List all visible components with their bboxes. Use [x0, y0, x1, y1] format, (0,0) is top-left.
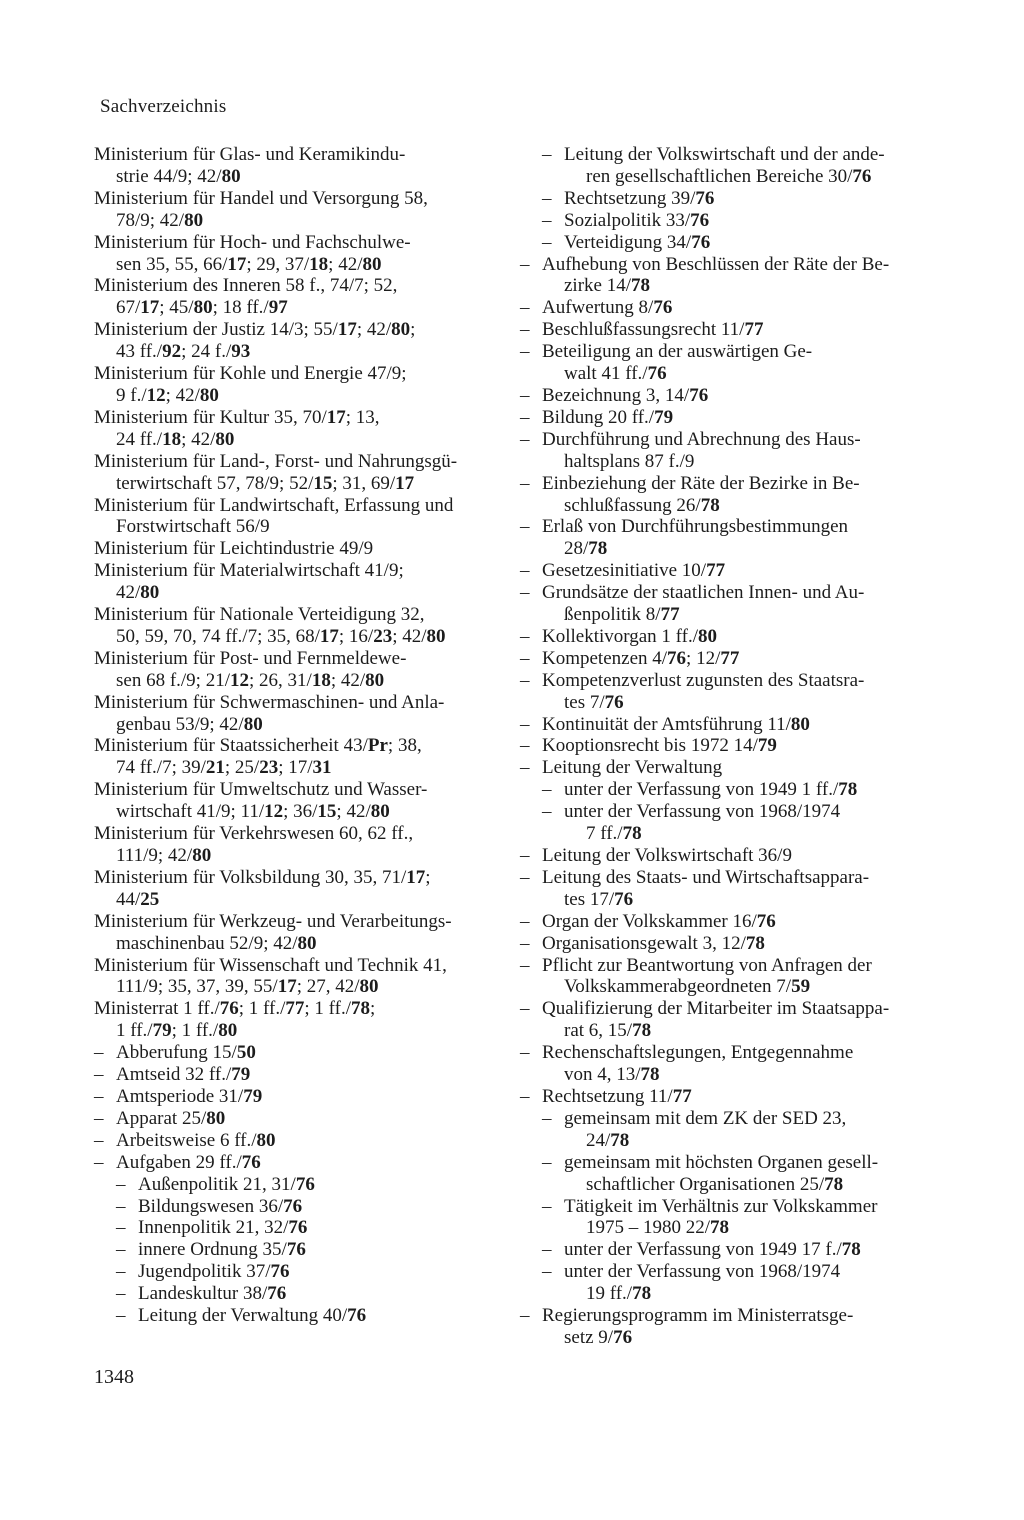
dash-marker: –: [542, 779, 552, 801]
index-entry-line: Bildungswesen 36/76: [138, 1195, 303, 1217]
index-entry: [520, 1086, 930, 1108]
dash-marker: –: [520, 757, 530, 779]
page-number: 1348: [94, 1366, 134, 1388]
index-entry: [94, 1196, 514, 1218]
dash-marker: –: [520, 582, 530, 604]
index-entry-line: gemeinsam mit dem ZK der SED 23,: [564, 1107, 847, 1129]
index-entry-line: Ministerium für Volksbildung 30, 35, 71/17;: [94, 866, 431, 888]
index-entry: [520, 341, 930, 385]
index-entry-line: Forstwirtschaft 56/9: [116, 516, 270, 538]
index-entry: [520, 626, 930, 648]
index-entry-line: Regierungsprogramm im Ministerratsge-: [542, 1305, 854, 1327]
index-entry-line: 44/25: [116, 888, 160, 910]
index-entry-line: Ministerium für Schwermaschinen- und Anla-: [94, 691, 445, 713]
index-entry-line: Kollektivorgan 1 ff./80: [542, 625, 718, 647]
index-entry: [94, 955, 514, 999]
index-entry-line: Beschlußfassungsrecht 11/77: [542, 319, 764, 341]
index-entry-line: 111/9; 42/80: [116, 845, 212, 866]
index-entry: [94, 538, 514, 560]
index-entry: [94, 1261, 514, 1283]
index-entry-line: Kooptionsrecht bis 1972 14/79: [542, 735, 777, 757]
dash-marker: –: [542, 1151, 552, 1173]
dash-marker: –: [542, 1107, 552, 1129]
dash-marker: –: [116, 1217, 126, 1239]
dash-marker: –: [94, 1085, 104, 1107]
index-entry-line: unter der Verfassung von 1949 17 f./78: [564, 1239, 861, 1261]
dash-marker: –: [520, 253, 530, 275]
index-entry-line: Kompetenzen 4/76; 12/77: [542, 647, 740, 669]
index-entry-line: Arbeitsweise 6 ff./80: [116, 1129, 276, 1151]
index-entry-line: rat 6, 15/78: [564, 1020, 652, 1042]
index-entry: [94, 604, 514, 648]
index-entry-line: Apparat 25/80: [116, 1107, 226, 1129]
index-entry: [520, 254, 930, 298]
index-entry-line: Bildung 20 ff./79: [542, 406, 674, 428]
index-entry-line: Organisationsgewalt 3, 12/78: [542, 932, 765, 954]
index-entry: [520, 385, 930, 407]
index-entry-line: Innenpolitik 21, 32/76: [138, 1217, 308, 1239]
dash-marker: –: [520, 998, 530, 1020]
dash-marker: –: [520, 932, 530, 954]
dash-marker: –: [542, 1239, 552, 1261]
index-entry-line: wirtschaft 41/9; 11/12; 36/15; 42/80: [116, 801, 390, 823]
index-entry: [520, 1152, 930, 1196]
index-entry: [94, 188, 514, 232]
dash-marker: –: [520, 406, 530, 428]
index-entry-line: 1975 – 1980 22/78: [586, 1217, 730, 1239]
index-entry: [94, 1305, 514, 1327]
index-entry: [94, 648, 514, 692]
dash-marker: –: [520, 560, 530, 582]
index-entry-line: Ministerrat 1 ff./76; 1 ff./77; 1 ff./78;: [94, 998, 376, 1020]
index-entry-line: Aufgaben 29 ff./76: [116, 1151, 261, 1173]
index-entry-line: Ministerium für Landwirtschaft, Erfassung und: [94, 494, 454, 516]
index-entry: [94, 363, 514, 407]
index-entry: [520, 560, 930, 582]
index-entry-line: gemeinsam mit höchsten Organen gesell-: [564, 1151, 879, 1173]
index-entry-line: Außenpolitik 21, 31/76: [138, 1173, 315, 1195]
dash-marker: –: [520, 647, 530, 669]
index-entry-line: Kontinuität der Amtsführung 11/80: [542, 713, 810, 735]
index-entry-line: Ministerium für Kohle und Energie 47/9;: [94, 363, 407, 385]
index-entry-line: haltsplans 87 f./9: [564, 450, 695, 472]
dash-marker: –: [94, 1064, 104, 1086]
index-entry-line: Erlaß von Durchführungsbestimmungen: [542, 516, 849, 538]
index-entry: [94, 1152, 514, 1174]
index-entry-line: 67/17; 45/80; 18 ff./97: [116, 297, 288, 319]
dash-marker: –: [94, 1107, 104, 1129]
index-entry: [520, 1261, 930, 1305]
dash-marker: –: [520, 735, 530, 757]
index-entry-line: Einbeziehung der Räte der Bezirke in Be-: [542, 472, 860, 494]
index-entry: [520, 582, 930, 626]
index-entry: [520, 757, 930, 779]
index-entry: [520, 867, 930, 911]
index-entry: [94, 1086, 514, 1108]
index-entry-line: 24 ff./18; 42/80: [116, 428, 235, 450]
index-entry: [520, 429, 930, 473]
index-entry-line: schlußfassung 26/78: [564, 494, 720, 516]
index-entry-line: tes 7/76: [564, 691, 624, 713]
index-entry-line: 19 ff./78: [586, 1283, 652, 1305]
dash-marker: –: [542, 209, 552, 231]
index-entry-line: 43 ff./92; 24 f./93: [116, 341, 251, 363]
index-entry-line: ren gesellschaftlichen Bereiche 30/76: [586, 165, 872, 187]
index-column-left: [94, 144, 514, 1327]
index-entry-line: von 4, 13/78: [564, 1064, 660, 1086]
index-entry-line: Leitung der Volkswirtschaft 36/9: [542, 845, 792, 866]
dash-marker: –: [116, 1239, 126, 1261]
index-entry: [94, 495, 514, 539]
index-entry: [520, 801, 930, 845]
index-entry: [94, 779, 514, 823]
index-entry-line: Leitung der Verwaltung 40/76: [138, 1305, 367, 1327]
index-entry-line: Ministerium für Werkzeug- und Verarbeitungs-: [94, 910, 452, 932]
dash-marker: –: [520, 713, 530, 735]
index-entry-line: Ministerium für Land-, Forst- und Nahrungsgü-: [94, 450, 458, 472]
index-entry: [520, 911, 930, 933]
index-entry: [520, 1196, 930, 1240]
index-entry: [94, 1217, 514, 1239]
index-entry: [520, 232, 930, 254]
index-entry: [520, 670, 930, 714]
index-entry: [94, 1130, 514, 1152]
index-entry: [94, 1239, 514, 1261]
index-entry: [94, 407, 514, 451]
index-entry-line: Ministerium für Hoch- und Fachschulwe-: [94, 231, 411, 253]
index-entry-line: 111/9; 35, 37, 39, 55/17; 27, 42/80: [116, 976, 379, 998]
index-entry-line: unter der Verfassung von 1949 1 ff./78: [564, 779, 858, 801]
dash-marker: –: [520, 845, 530, 866]
index-entry-line: 28/78: [564, 538, 608, 560]
index-entry: [94, 1064, 514, 1086]
index-entry-line: Rechtsetzung 39/76: [564, 187, 715, 209]
index-entry-line: Ministerium für Verkehrswesen 60, 62 ff.,: [94, 823, 414, 845]
index-entry: [520, 144, 930, 188]
index-entry-line: Beteiligung an der auswärtigen Ge-: [542, 341, 813, 363]
index-entry-line: Leitung der Volkswirtschaft und der ande-: [564, 144, 885, 165]
index-entry-line: Ministerium der Justiz 14/3; 55/17; 42/80;: [94, 319, 416, 341]
index-entry-line: Verteidigung 34/76: [564, 231, 711, 253]
dash-marker: –: [542, 231, 552, 253]
index-entry: [94, 451, 514, 495]
index-entry: [94, 1283, 514, 1305]
index-entry-line: Ministerium des Inneren 58 f., 74/7; 52,: [94, 275, 398, 297]
index-entry-line: Ministerium für Materialwirtschaft 41/9;: [94, 560, 404, 582]
dash-marker: –: [520, 472, 530, 494]
dash-marker: –: [116, 1283, 126, 1305]
index-entry: [520, 473, 930, 517]
index-entry-line: Rechenschaftslegungen, Entgegennahme: [542, 1042, 854, 1064]
index-entry-line: 1 ff./79; 1 ff./80: [116, 1020, 238, 1042]
dash-marker: –: [520, 866, 530, 888]
index-entry-line: maschinenbau 52/9; 42/80: [116, 932, 317, 954]
index-entry-line: innere Ordnung 35/76: [138, 1239, 306, 1261]
index-entry: [94, 144, 514, 188]
index-entry-line: Aufhebung von Beschlüssen der Räte der Be-: [542, 253, 890, 275]
index-entry: [94, 560, 514, 604]
index-entry-line: setz 9/76: [564, 1326, 633, 1348]
index-entry-line: terwirtschaft 57, 78/9; 52/15; 31, 69/17: [116, 472, 415, 494]
index-entry-line: Qualifizierung der Mitarbeiter im Staatsappa-: [542, 998, 890, 1020]
index-entry: [94, 692, 514, 736]
index-entry-line: Kompetenzverlust zugunsten des Staatsra-: [542, 669, 865, 691]
index-entry-line: Durchführung und Abrechnung des Haus-: [542, 428, 861, 450]
index-column-right: [520, 144, 930, 1349]
dash-marker: –: [542, 144, 552, 165]
index-entry-line: Amtseid 32 ff./79: [116, 1064, 251, 1086]
index-entry: [520, 1042, 930, 1086]
dash-marker: –: [116, 1261, 126, 1283]
index-entry-line: Ministerium für Leichtindustrie 49/9: [94, 538, 374, 560]
index-entry: [94, 1108, 514, 1130]
index-entry-line: Organ der Volkskammer 16/76: [542, 910, 776, 932]
index-entry: [94, 998, 514, 1042]
dash-marker: –: [94, 1042, 104, 1064]
index-entry-line: Bezeichnung 3, 14/76: [542, 384, 709, 406]
dash-marker: –: [520, 1085, 530, 1107]
index-entry: [520, 188, 930, 210]
index-entry: [520, 714, 930, 736]
index-entry: [520, 933, 930, 955]
index-entry: [520, 735, 930, 757]
dash-marker: –: [116, 1305, 126, 1327]
index-entry-line: Leitung des Staats- und Wirtschaftsappara-: [542, 866, 870, 888]
dash-marker: –: [520, 384, 530, 406]
dash-marker: –: [94, 1129, 104, 1151]
index-entry-line: Rechtsetzung 11/77: [542, 1085, 692, 1107]
index-entry-line: Aufwertung 8/76: [542, 297, 673, 319]
dash-marker: –: [520, 954, 530, 976]
index-entry: [94, 275, 514, 319]
dash-marker: –: [542, 187, 552, 209]
index-entry-line: Amtsperiode 31/79: [116, 1085, 263, 1107]
dash-marker: –: [542, 1261, 552, 1283]
index-entry: [94, 867, 514, 911]
dash-marker: –: [520, 319, 530, 341]
index-entry: [94, 1042, 514, 1064]
dash-marker: –: [116, 1173, 126, 1195]
index-entry-line: Ministerium für Glas- und Keramikindu-: [94, 144, 406, 165]
index-entry-line: sen 68 f./9; 21/12; 26, 31/18; 42/80: [116, 669, 385, 691]
index-entry-line: zirke 14/78: [564, 275, 651, 297]
index-entry: [520, 1108, 930, 1152]
index-entry-line: Ministerium für Staatssicherheit 43/Pr; 38,: [94, 735, 422, 757]
index-entry-line: Ministerium für Handel und Versorgung 58,: [94, 187, 428, 209]
index-entry: [520, 845, 930, 867]
index-entry-line: Pflicht zur Beantwortung von Anfragen der: [542, 954, 872, 976]
index-entry-line: unter der Verfassung von 1968/1974: [564, 1261, 841, 1283]
index-entry-line: Ministerium für Nationale Verteidigung 32,: [94, 604, 425, 626]
dash-marker: –: [542, 1195, 552, 1217]
dash-marker: –: [520, 428, 530, 450]
index-entry: [520, 319, 930, 341]
index-entry: [94, 735, 514, 779]
index-entry-line: 42/80: [116, 582, 160, 604]
running-header: Sachverzeichnis: [100, 96, 227, 117]
index-entry: [520, 1305, 930, 1349]
index-entry: [94, 823, 514, 867]
index-entry-line: strie 44/9; 42/80: [116, 165, 241, 187]
index-entry-line: Volkskammerabgeordneten 7/59: [564, 976, 811, 998]
dash-marker: –: [520, 341, 530, 363]
index-entry-line: Ministerium für Wissenschaft und Technik 41,: [94, 954, 447, 976]
index-entry: [520, 407, 930, 429]
index-entry-line: Tätigkeit im Verhältnis zur Volkskammer: [564, 1195, 878, 1217]
index-entry-line: 9 f./12; 42/80: [116, 384, 219, 406]
index-entry-line: 50, 59, 70, 74 ff./7; 35, 68/17; 16/23; 42/80: [116, 625, 446, 647]
index-entry: [520, 648, 930, 670]
index-entry-line: 74 ff./7; 39/21; 25/23; 17/31: [116, 757, 332, 779]
index-entry-line: 24/78: [586, 1129, 630, 1151]
dash-marker: –: [520, 910, 530, 932]
index-entry-line: Landeskultur 38/76: [138, 1283, 287, 1305]
index-entry: [520, 779, 930, 801]
dash-marker: –: [116, 1195, 126, 1217]
index-entry: [520, 1239, 930, 1261]
index-entry-line: genbau 53/9; 42/80: [116, 713, 263, 735]
index-entry: [520, 297, 930, 319]
index-entry: [94, 319, 514, 363]
dash-marker: –: [520, 625, 530, 647]
dash-marker: –: [520, 516, 530, 538]
index-entry-line: Leitung der Verwaltung: [542, 757, 723, 779]
index-entry-line: 78/9; 42/80: [116, 209, 204, 231]
dash-marker: –: [520, 1042, 530, 1064]
index-entry-line: Ministerium für Post- und Fernmeldewe-: [94, 647, 407, 669]
dash-marker: –: [520, 669, 530, 691]
index-entry: [520, 955, 930, 999]
index-entry-line: Sozialpolitik 33/76: [564, 209, 710, 231]
index-entry: [94, 232, 514, 276]
index-entry-line: Grundsätze der staatlichen Innen- und Au-: [542, 582, 865, 604]
index-entry-line: Ministerium für Kultur 35, 70/17; 13,: [94, 406, 380, 428]
index-entry: [94, 911, 514, 955]
index-entry: [520, 210, 930, 232]
dash-marker: –: [520, 1305, 530, 1327]
index-entry: [520, 516, 930, 560]
index-entry-line: Jugendpolitik 37/76: [138, 1261, 290, 1283]
index-entry: [94, 1174, 514, 1196]
index-entry-line: tes 17/76: [564, 888, 634, 910]
index-entry: [520, 998, 930, 1042]
index-entry-line: ßenpolitik 8/77: [564, 604, 680, 626]
index-entry-line: 7 ff./78: [586, 823, 642, 845]
index-entry-line: schaftlicher Organisationen 25/78: [586, 1173, 844, 1195]
index-entry-line: sen 35, 55, 66/17; 29, 37/18; 42/80: [116, 253, 382, 275]
index-entry-line: walt 41 ff./76: [564, 363, 667, 385]
index-entry-line: Abberufung 15/50: [116, 1042, 256, 1064]
index-entry-line: unter der Verfassung von 1968/1974: [564, 801, 841, 823]
dash-marker: –: [94, 1151, 104, 1173]
index-entry-line: Ministerium für Umweltschutz und Wasser-: [94, 779, 428, 801]
index-entry-line: Gesetzesinitiative 10/77: [542, 560, 726, 582]
dash-marker: –: [542, 801, 552, 823]
dash-marker: –: [520, 297, 530, 319]
